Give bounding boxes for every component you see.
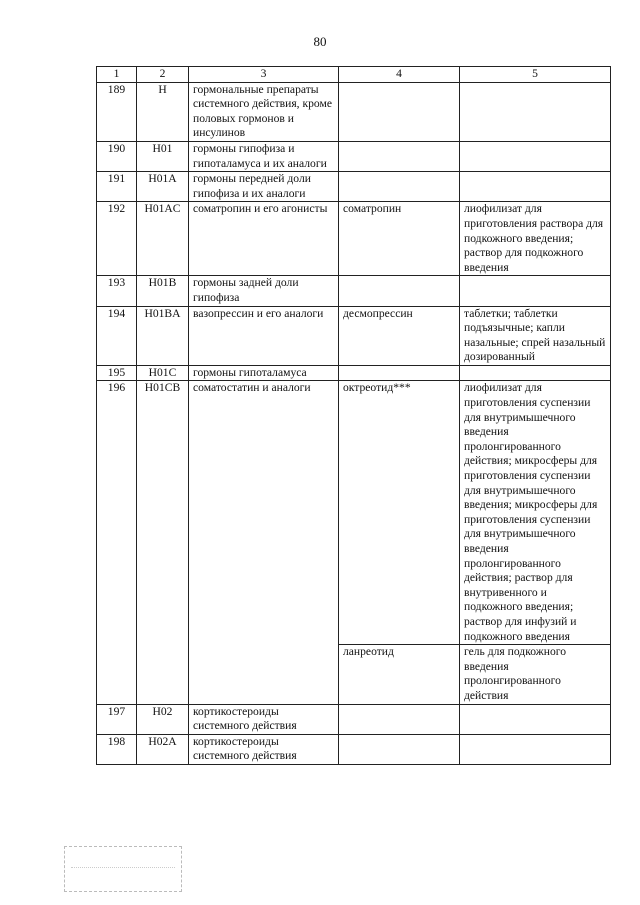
page-number: 80 — [313, 34, 327, 49]
atc-group: вазопрессин и его аналоги — [189, 306, 339, 365]
header-row — [97, 67, 611, 83]
drug-name — [339, 365, 460, 381]
atc-group: кортикостероиды системного действия — [189, 704, 339, 734]
atc-code: H02 — [137, 704, 189, 734]
dosage-form — [460, 82, 611, 141]
atc-code: H01A — [137, 172, 189, 202]
atc-group: гормональные препараты системного действия, кроме половых гормонов и инсулинов — [189, 82, 339, 141]
row-number: 191 — [97, 172, 137, 202]
atc-group: гормоны гипофиза и гипоталамуса и их аналоги — [189, 141, 339, 171]
drug-name: десмопрессин — [339, 306, 460, 365]
table-row — [97, 704, 611, 734]
atc-group: гормоны передней доли гипофиза и их аналоги — [189, 172, 339, 202]
dosage-form — [460, 365, 611, 381]
dosage-form — [460, 704, 611, 734]
dosage-form: лиофилизат для приготовления суспензии для внутримышечного введения пролонгированного действия; микросферы для приготовления суспензии для внутримышечного введения; микросферы для приготовления суспензии для внутримышечного введения пролонгированного действия; раствор для внутривенного и подкожного введения; раствор для инфузий и подкожного введения — [460, 381, 611, 645]
table-row — [97, 365, 611, 381]
table-row — [97, 172, 611, 202]
atc-code: H02A — [137, 734, 189, 764]
dosage-form — [460, 172, 611, 202]
row-number: 198 — [97, 734, 137, 764]
atc-code: H01 — [137, 141, 189, 171]
row-number: 195 — [97, 365, 137, 381]
atc-group: гормоны гипоталамуса — [189, 365, 339, 381]
drug-name: ланреотид — [339, 645, 460, 704]
row-number: 189 — [97, 82, 137, 141]
row-number: 196 — [97, 381, 137, 704]
drug-name — [339, 82, 460, 141]
row-number: 190 — [97, 141, 137, 171]
column-header: 4 — [339, 67, 460, 83]
atc-code: H01AC — [137, 202, 189, 276]
atc-group: кортикостероиды системного действия — [189, 734, 339, 764]
row-number: 192 — [97, 202, 137, 276]
table-row — [97, 381, 611, 645]
column-header: 2 — [137, 67, 189, 83]
dosage-form: таблетки; таблетки подъязычные; капли назальные; спрей назальный дозированный — [460, 306, 611, 365]
table-row — [97, 202, 611, 276]
drug-name — [339, 704, 460, 734]
drug-name — [339, 141, 460, 171]
medicines-table — [96, 66, 611, 765]
atc-group: соматостатин и аналоги — [189, 381, 339, 704]
atc-group: гормоны задней доли гипофиза — [189, 276, 339, 306]
table-row — [97, 276, 611, 306]
dosage-form — [460, 734, 611, 764]
atc-code: H01BA — [137, 306, 189, 365]
drug-name — [339, 276, 460, 306]
row-number: 194 — [97, 306, 137, 365]
dosage-form — [460, 276, 611, 306]
table-row — [97, 306, 611, 365]
drug-name — [339, 734, 460, 764]
row-number: 197 — [97, 704, 137, 734]
dosage-form: гель для подкожного введения пролонгированного действия — [460, 645, 611, 704]
column-header: 5 — [460, 67, 611, 83]
atc-code: H01CB — [137, 381, 189, 704]
table-row — [97, 141, 611, 171]
drug-name — [339, 172, 460, 202]
drug-name: октреотид*** — [339, 381, 460, 645]
row-number: 193 — [97, 276, 137, 306]
table-row — [97, 82, 611, 141]
table-row — [97, 734, 611, 764]
column-header: 1 — [97, 67, 137, 83]
drug-name: соматропин — [339, 202, 460, 276]
atc-code: H01C — [137, 365, 189, 381]
atc-code: H01B — [137, 276, 189, 306]
dosage-form — [460, 141, 611, 171]
faint-stamp — [64, 846, 182, 892]
column-header: 3 — [189, 67, 339, 83]
atc-group: соматропин и его агонисты — [189, 202, 339, 276]
atc-code: H — [137, 82, 189, 141]
dosage-form: лиофилизат для приготовления раствора для подкожного введения; раствор для подкожного введения — [460, 202, 611, 276]
